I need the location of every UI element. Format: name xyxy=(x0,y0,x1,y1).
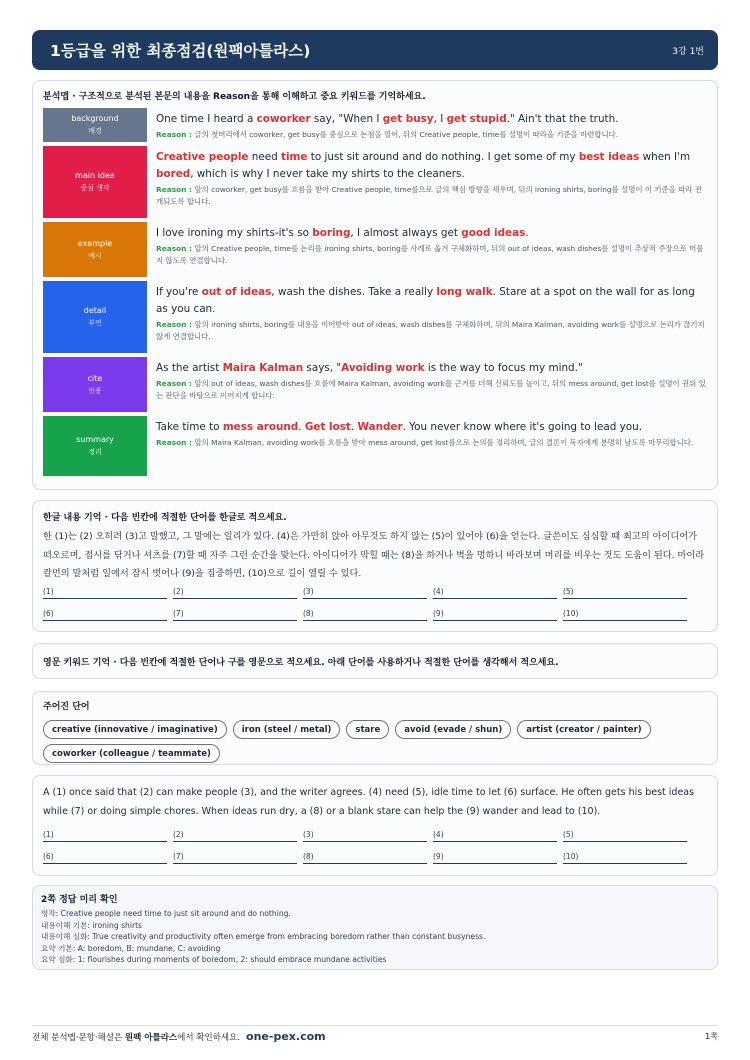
analysis-row xyxy=(43,222,707,277)
answer-blank[interactable]: (2) xyxy=(173,587,297,599)
tag-korean: 정리 xyxy=(88,448,102,456)
keyword-highlight: best ideas xyxy=(578,151,640,163)
page-title: 1등급을 위한 최종점검(원팩아틀라스) xyxy=(50,42,311,60)
korean-fill-section xyxy=(32,500,718,632)
keyword-highlight: time xyxy=(281,151,308,163)
analysis-row xyxy=(43,146,707,218)
word-chip: avoid (evade / shun) xyxy=(395,720,511,739)
tag-english: cite xyxy=(87,373,103,383)
tag-english: summary xyxy=(76,435,114,444)
english-blanks xyxy=(43,830,709,864)
reason-text: Reason : 앞의 Maira Kalman, avoiding work를 흐름을 받아 mess around, get lost를으로 논의를 정리하며, 글의 결론이 독자에게 분명히 남도록 마무리합니다. xyxy=(156,438,694,447)
word-chip: coworker (colleague / teammate) xyxy=(43,744,220,763)
english-passage: A (1) once said that (2) can make people (3), and the writer agrees. (4) need (5), idle time to let (6) surface. He often gets his best ideas while (7) or doing simple chores. When ideas run dry, a (8) or a blank stare can help the (9) wander and lead to (10). xyxy=(43,787,695,817)
analysis-row xyxy=(43,357,707,412)
analysis-instruction: 분석맵 · 구조적으로 분석된 본문의 내용을 Reason을 통해 이해하고 중요 키워드를 기억하세요. xyxy=(43,92,426,102)
answer-blank[interactable]: (9) xyxy=(433,852,557,864)
answer-blank[interactable]: (4) xyxy=(433,830,557,842)
answer-preview xyxy=(32,885,718,970)
lesson-unit: 3강 1번 xyxy=(672,46,704,57)
answer-blank[interactable]: (2) xyxy=(173,830,297,842)
preview-line: 내용이해 심화: True creativity and productivity often emerge from embracing boredom rather than constant busyness. xyxy=(41,932,486,941)
tag-korean: 부연 xyxy=(88,319,102,327)
answer-blank[interactable]: (8) xyxy=(303,609,427,621)
answer-blank[interactable]: (8) xyxy=(303,852,427,864)
preview-line: 요약 심화: 1: flourishes during moments of boredom, 2: should embrace mundane activities xyxy=(41,955,387,964)
keyword-highlight: Get lost xyxy=(304,421,351,433)
answer-blank[interactable]: (3) xyxy=(303,830,427,842)
korean-passage: 한 (1)는 (2) 오히려 (3)고 말했고, 그 말에는 일리가 있다. (4)은 가만히 앉아 아무것도 하지 않는 (5)이 있어야 (6)을 얻는다. 글쓴이도 심심할 때 최고의 아이디어가 떠오르며, 접시를 닦거나 셔츠를 (7)할 때 자주 그런 순간을 맞는다. 아이디어가 막힐 때는 (8)을 하거나 벽을 멍하니 바라보며 머리를 비우는 것도 도움이 된다. 마이라 칼먼의 말처럼 일에서 잠시 벗어나 (9)을 집중하면, (10)으로 길이 열릴 수 있다. xyxy=(43,531,705,579)
source-sentence: Creative people need time to just sit around and do nothing. I get some of my best ideas when I'm bored, which is why I never take my shirts to the cleaners. xyxy=(156,151,691,180)
structure-tag xyxy=(43,357,147,412)
tag-english: example xyxy=(77,238,113,248)
word-chip: artist (creator / painter) xyxy=(517,720,650,739)
korean-instruction: 한글 내용 기억 · 다음 빈칸에 적절한 단어를 한글로 적으세요. xyxy=(43,513,287,523)
structure-tag xyxy=(43,146,147,218)
korean-blanks xyxy=(43,587,709,621)
reason-text: Reason : 앞의 Creative people, time를 논리를 ironing shirts, boring를 사례로 옮겨 구체화하며, 뒤의 out of ideas, wash dishes를 설명이 추상적 주장으로 머물지 않도록 연결합니다. xyxy=(156,244,704,265)
keyword-highlight: bored xyxy=(156,168,191,180)
tag-english: detail xyxy=(83,306,107,315)
keyword-highlight: long walk xyxy=(436,286,493,298)
analysis-row xyxy=(43,108,707,142)
keyword-highlight: boring xyxy=(312,227,351,239)
given-words xyxy=(32,691,718,765)
answer-blank[interactable]: (7) xyxy=(173,852,297,864)
answer-blank[interactable]: (9) xyxy=(433,609,557,621)
given-words-title: 주어진 단어 xyxy=(43,702,90,712)
analysis-row xyxy=(43,416,707,476)
keyword-highlight: Wander xyxy=(357,421,403,433)
page-footer xyxy=(32,1030,718,1043)
reason-text: Reason : 앞의 out of ideas, wash dishes를 흐름에 Maira Kalman, avoiding work를 근거를 더해 신뢰도를 높이고, 뒤의 mess around, get lost를 설명이 권위 있는 판단을 바탕으로 이어지게 합니다. xyxy=(156,379,706,400)
preview-line: 영작: Creative people need time to just sit around and do nothing. xyxy=(41,909,291,918)
reason-text: Reason : 앞의 ironing shirts, boring를 내용을 이어받아 out of ideas, wash dishes를 구체화하며, 뒤의 Maira Kalman, avoiding work를 설명으로 논리가 끊기지 않게 연결합니다. xyxy=(156,320,705,341)
word-chip: creative (innovative / imaginative) xyxy=(43,720,227,739)
keyword-highlight: coworker xyxy=(256,113,311,125)
answer-blank[interactable]: (4) xyxy=(433,587,557,599)
english-instruction-box xyxy=(32,643,718,679)
preview-line: 내용이해 기본: ironing shirts xyxy=(41,920,143,930)
answer-blank[interactable]: (1) xyxy=(43,587,167,599)
answer-blank[interactable]: (10) xyxy=(563,852,687,864)
word-chip: stare xyxy=(346,720,389,739)
reason-text: Reason : 앞의 coworker, get busy를 흐름을 받아 Creative people, time를으로 글의 핵심 방향을 세우며, 뒤의 ironing shirts, boring를 설명이 이 기준을 따라 전개되도록 합니다. xyxy=(156,185,702,206)
footer-site-link[interactable]: one-pex.com xyxy=(246,1030,326,1043)
answer-blank[interactable]: (10) xyxy=(563,609,687,621)
keyword-highlight: Maira Kalman xyxy=(222,362,304,374)
english-fill-section xyxy=(32,775,718,876)
answer-blank[interactable]: (5) xyxy=(563,830,687,842)
keyword-highlight: out of ideas xyxy=(201,286,272,298)
page-header xyxy=(32,30,718,70)
english-instruction: 영문 키워드 기억 · 다음 빈칸에 적절한 단어나 구를 영문으로 적으세요. 아래 단어를 사용하거나 적절한 단어를 생각해서 적으세요. xyxy=(43,657,559,668)
preview-title: 2쪽 정답 미리 확인 xyxy=(41,895,118,905)
keyword-highlight: good ideas xyxy=(461,227,526,239)
source-sentence: If you're out of ideas, wash the dishes. Take a really long walk. Stare at a spot on the wall for as long as you can. xyxy=(156,286,695,315)
structure-tag xyxy=(43,108,147,142)
tag-korean: 배경 xyxy=(88,127,102,135)
analysis-row xyxy=(43,281,707,353)
footer-divider xyxy=(32,1025,718,1026)
answer-blank[interactable]: (1) xyxy=(43,830,167,842)
page-number: 1쪽 xyxy=(705,1032,718,1041)
tag-english: main idea xyxy=(75,171,115,180)
tag-korean: 중심 생각 xyxy=(80,184,110,192)
keyword-highlight: get busy xyxy=(382,113,434,125)
source-sentence: One time I heard a coworker say, "When I get busy, I get stupid." Ain't that the truth. xyxy=(156,113,619,125)
keyword-highlight: get stupid xyxy=(446,113,507,125)
answer-blank[interactable]: (6) xyxy=(43,852,167,864)
reason-text: Reason : 글의 첫머리에서 coworker, get busy를 중심으로 논점을 열어, 뒤의 Creative people, time를 설명이 따라올 기준을 마련합니다. xyxy=(156,130,619,139)
structure-tag xyxy=(43,416,147,476)
keyword-highlight: Avoiding work xyxy=(341,362,425,374)
preview-line: 요약 기본: A: boredom, B: mundane, C: avoiding xyxy=(41,943,221,953)
tag-korean: 예시 xyxy=(88,251,102,260)
source-sentence: I love ironing my shirts-it's so boring, I almost always get good ideas. xyxy=(156,227,529,239)
answer-blank[interactable]: (3) xyxy=(303,587,427,599)
keyword-highlight: Creative people xyxy=(156,151,249,163)
footer-note: 전체 분석맵·문항·해설은 원팩 아틀라스에서 확인하세요. xyxy=(32,1032,241,1043)
structure-tag xyxy=(43,222,147,277)
answer-blank[interactable]: (6) xyxy=(43,609,167,621)
answer-blank[interactable]: (5) xyxy=(563,587,687,599)
tag-korean: 인용 xyxy=(88,386,102,395)
answer-blank[interactable]: (7) xyxy=(173,609,297,621)
source-sentence: Take time to mess around. Get lost. Wander. You never know where it's going to lead you. xyxy=(156,421,642,433)
structure-tag xyxy=(43,281,147,353)
tag-english: background xyxy=(71,114,119,123)
analysis-map xyxy=(32,80,718,490)
keyword-highlight: mess around xyxy=(222,421,299,433)
source-sentence: As the artist Maira Kalman says, "Avoiding work is the way to focus my mind." xyxy=(156,362,583,374)
word-chip: iron (steel / metal) xyxy=(233,720,341,739)
